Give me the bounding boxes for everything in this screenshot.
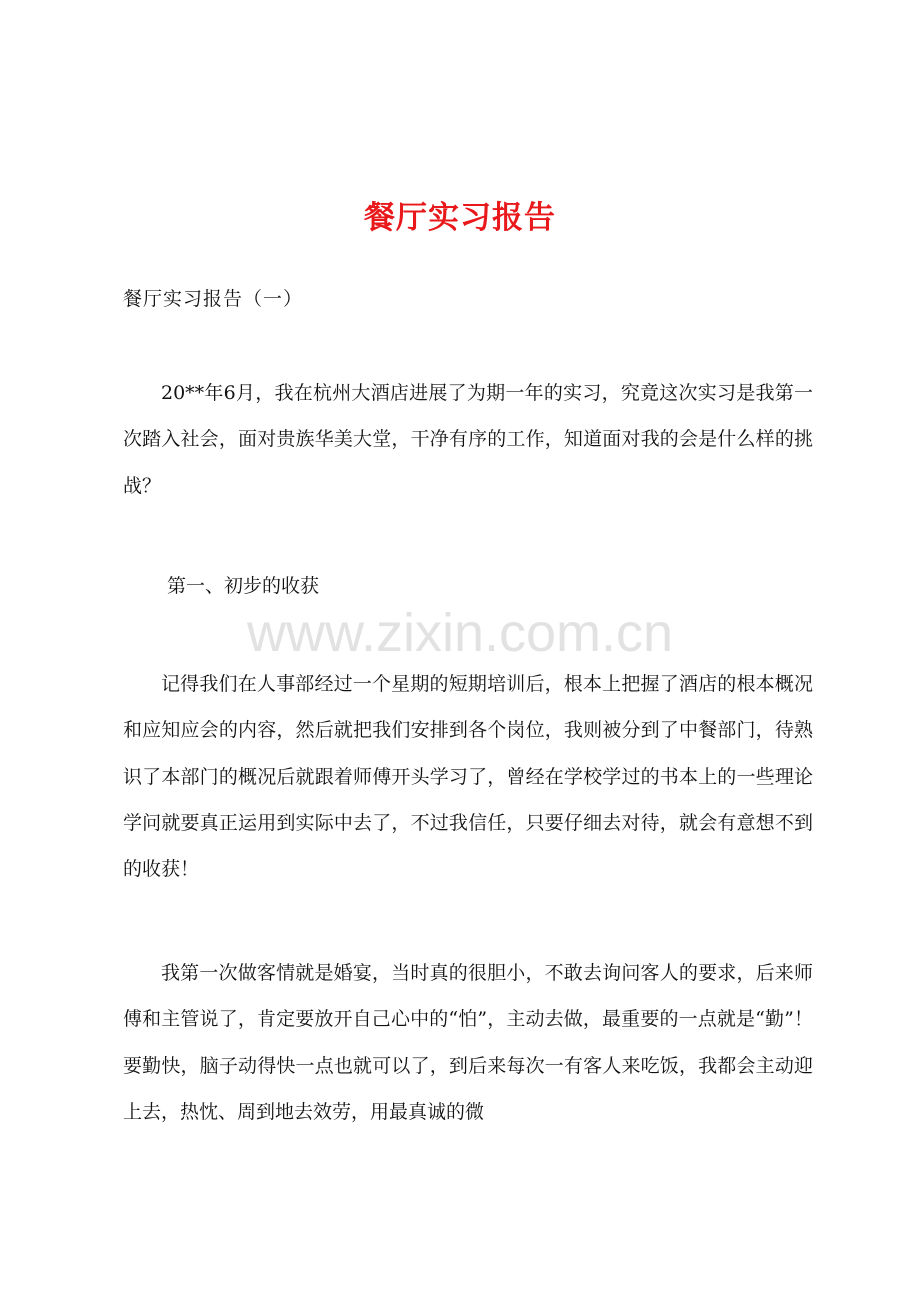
- watermark: www.zixin.com.cn: [246, 603, 674, 663]
- intro-paragraph: 20**年6月，我在杭州大酒店进展了为期一年的实习，究竟这次实习是我第一次踏入社会，面对贵族华美大堂，干净有序的工作，知道面对我的会是什么样的挑战？: [123, 382, 813, 497]
- body-paragraph-1: 记得我们在人事部经过一个星期的短期培训后，根本上把握了酒店的根本概况和应知应会的内容，然后就把我们安排到各个岗位，我则被分到了中餐部门，待熟识了本部门的概况后就跟着师傅开头学习了，曾经在学校学过的书本上的一些理论学问就要真正运用到实际中去了，不过我信任，只要仔细去对待，就会有意想不到的收获！: [123, 673, 813, 881]
- document-title: 餐厅实习报告: [364, 200, 556, 236]
- body-paragraph-2: 我第一次做客情就是婚宴，当时真的很胆小，不敢去询问客人的要求，后来师傅和主管说了，肯定要放开自己心中的“怕”，主动去做，最重要的一点就是“勤”！要勤快，脑子动得快一点也就可以了，到后来每次一有客人来吃饭，我都会主动迎上去，热忱、周到地去效劳，用最真诚的微: [123, 962, 813, 1123]
- section-heading: 餐厅实习报告（一）: [123, 288, 304, 310]
- subheading-first-gains: 第一、初步的收获: [167, 575, 320, 597]
